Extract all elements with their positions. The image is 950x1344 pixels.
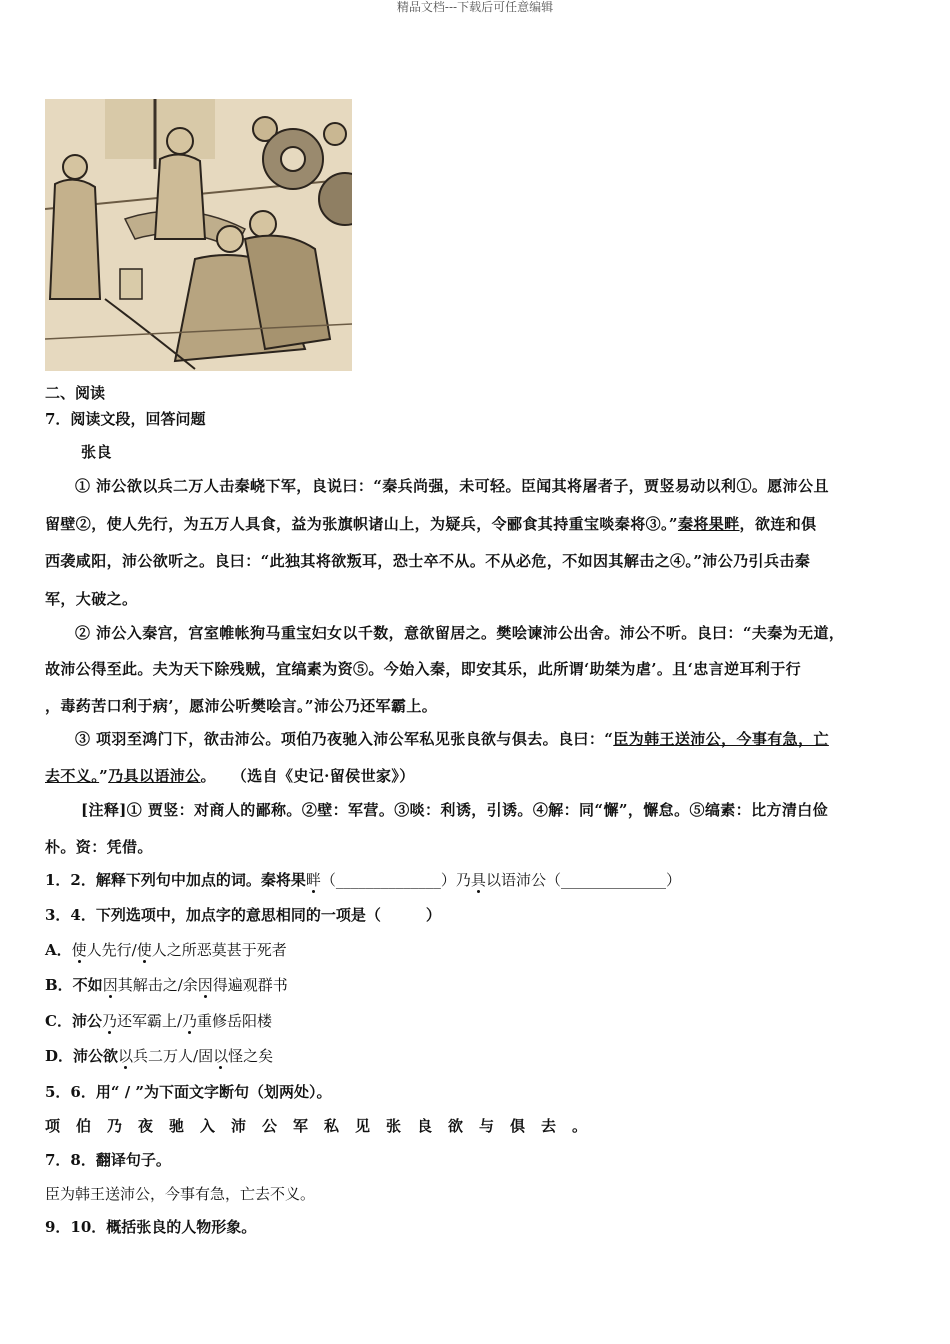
q12-blank-1[interactable]: （______________）乃 [320,871,471,889]
q12-text-a: 1．2．解释下列句中加点的词。秦将果 [45,871,306,889]
q34-text: 3．4．下列选项中，加点字的意思相同的一项是（ ） [45,906,441,924]
option-b-dot2: 因 [197,976,213,994]
passage-p2-line1: ② 沛公入秦宫，宫室帷帐狗马重宝妇女以千数，意欲留居之。樊哙谏沛公出舍。沛公不听。良曰：“夫秦为无道， [75,624,845,642]
passage-p2-line3: ，毒药苦口利于病’，愿沛公听樊哙言。”沛公乃还军霸上。 [45,697,438,715]
option-a-dot1: 使 [71,941,87,959]
passage-p2-line2: 故沛公得至此。夫为天下除残贼，宜缟素为资⑤。今始入秦，即安其乐，此所谓‘助桀为虐’。且‘忠言逆耳利于行 [45,660,802,678]
passage-p3-line1 [75,730,829,749]
passage-p1-line3: 西袭咸阳，沛公欲听之。良曰：“此独其将欲叛耳，恐士卒不从。不从必危，不如因其解击之④。”沛公乃引兵击秦 [45,552,811,570]
illustration-image [45,99,352,371]
option-a-dot2: 使 [136,941,152,959]
underlined-sentence-part2: 去不义。 [45,767,100,785]
option-d-mid: 兵二万人/固 [133,1047,214,1065]
passage-p1-line4: 军，大破之。 [45,590,138,608]
option-d-dot2: 以 [213,1047,229,1065]
option-c-end: 重修岳阳楼 [197,1012,273,1030]
option-d[interactable] [45,1047,273,1066]
dotted-char-pan: 畔 [305,871,321,889]
notes-line1: [注释]① 贾竖：对商人的鄙称。②壁：军营。③啖：利诱，引诱。④解：同“懈”，懈怠。⑤缟素：比方清白俭 [81,801,829,819]
option-b-dot1: 因 [102,976,118,994]
question-7-8-sentence: 臣为韩王送沛公，今事有急，亡去不义。 [45,1185,316,1203]
q12-blank-2[interactable]: 以语沛公（______________） [485,871,681,889]
passage-source: 。 （选自《史记·留侯世家》） [200,767,415,785]
question-3-4 [45,906,441,925]
option-a-mid: 人先行/ [86,941,137,959]
passage-p1-line2-c: ，欲连和俱 [739,515,817,533]
option-b[interactable] [45,976,288,995]
option-c[interactable] [45,1012,272,1031]
option-c-dot2: 乃 [182,1012,198,1030]
passage-p3-line2 [45,767,415,786]
option-b-label: B．不如 [45,976,103,994]
question-1-2 [45,871,681,890]
question-7-title: 7．阅读文段，回答问题 [45,410,206,428]
underlined-phrase-naiju: 乃具以语沛公 [108,767,201,785]
passage-title: 张良 [81,443,112,461]
notes-line2: 朴。资：凭借。 [45,838,153,856]
ink-drawing-icon [45,99,352,371]
option-a-end: 人之所恶莫甚于死者 [151,941,287,959]
dotted-char-ju: 具 [470,871,486,889]
question-5-6: 5．6．用“ / ”为下面文字断句（划两处）。 [45,1083,332,1101]
question-7-8: 7．8．翻译句子。 [45,1151,171,1169]
option-b-mid: 其解击之/余 [117,976,198,994]
page-header: 精品文档---下载后可任意编辑 [396,0,554,14]
option-d-label: D．沛公欲 [45,1047,119,1065]
question-5-6-text[interactable]: 项伯乃夜驰入沛公军私见张良欲与俱去。 [45,1117,604,1135]
passage-p1-line2-a: 留壁②，使人先行，为五万人具食，益为张旗帜诸山上，为疑兵，令郦食其持重宝啖秦将③。” [45,515,678,533]
option-c-label: C．沛公 [45,1012,102,1030]
underlined-sentence-part1: 臣为韩王送沛公，今事有急，亡 [613,730,829,748]
passage-p1-line1: ① 沛公欲以兵二万人击秦峣下军，良说曰：“秦兵尚强，未可轻。臣闻其将屠者子，贾竖易动以利①。愿沛公且 [75,477,829,495]
option-a[interactable] [45,941,287,960]
option-c-mid: 还军霸上/ [116,1012,183,1030]
passage-p3-line2-quote: ” [99,767,109,785]
option-a-label: A． [45,941,72,959]
passage-p1-line2 [45,515,817,534]
option-c-dot1: 乃 [101,1012,117,1030]
underlined-phrase-qinjiang-guopan: 秦将果畔 [677,515,740,533]
option-b-end: 得遍观群书 [212,976,288,994]
passage-p3-line1-a: ③ 项羽至鸿门下，欲击沛公。项伯乃夜驰入沛公军私见张良欲与俱去。良曰：“ [75,730,614,748]
section-title: 二、阅读 [45,384,106,402]
question-9-10: 9．10．概括张良的人物形象。 [45,1218,257,1236]
option-d-dot1: 以 [118,1047,134,1065]
option-d-end: 怪之矣 [228,1047,274,1065]
